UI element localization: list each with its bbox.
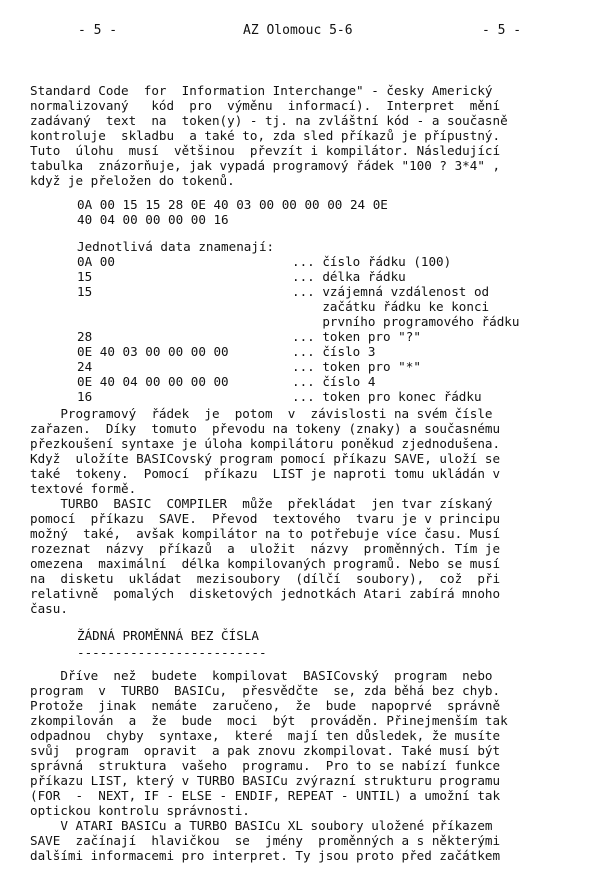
- table-code-cell: 24: [77, 359, 93, 374]
- paragraph-line: zadávaný text na token(y) - tj. na zvláštní kód - a současně: [30, 113, 508, 128]
- table-code-cell: 15: [77, 284, 93, 299]
- paragraph-line: tabulka znázorňuje, jak vypadá programový řádek "100 ? 3*4" ,: [30, 158, 501, 173]
- paragraph-line: Dříve než budete kompilovat BASICovský program nebo: [30, 668, 493, 683]
- paragraph-line: přezkoušení syntaxe je úloha kompilátoru poněkud zjednodušena.: [30, 436, 501, 451]
- table-desc-cell: ... číslo 3: [292, 344, 376, 359]
- paragraph-line: rozeznat názvy příkazů a uložit názvy proměnných. Tím je: [30, 541, 501, 556]
- paragraph-line: SAVE začínají hlavičkou se jmény proměnných a s některými: [30, 833, 501, 848]
- hex-dump-line: 0A 00 15 15 28 0E 40 03 00 00 00 00 24 0E: [77, 197, 388, 212]
- paragraph-line: na disketu ukládat mezisoubory (dílčí soubory), což při: [30, 571, 501, 586]
- paragraph-line: Standard Code for Information Interchange" - česky Americký: [30, 83, 493, 98]
- table-desc-cell: ... token pro konec řádku: [292, 389, 482, 404]
- paragraph-line: možný také, avšak kompilátor na to potřebuje více času. Musí: [30, 526, 501, 541]
- paragraph-line: normalizovaný kód pro výměnu informací). Interpret mění: [30, 98, 501, 113]
- paragraph-line: Protože jinak nemáte zaručeno, že bude napoprvé správně: [30, 698, 501, 713]
- paragraph-line: zkompilován a že bude moci být prováděn. Přinejmenším tak: [30, 713, 508, 728]
- table-desc-cell: ... token pro "*": [292, 359, 421, 374]
- paragraph-line: také tokeny. Pomocí příkazu LIST je naproti tomu ukládán v: [30, 466, 501, 481]
- table-code-cell: 0E 40 03 00 00 00 00: [77, 344, 229, 359]
- page-number-left: - 5 -: [78, 23, 118, 38]
- paragraph-line: správná struktura vašeho programu. Pro to se nabízí funkce: [30, 758, 501, 773]
- section-heading: ŽÁDNÁ PROMĚNNÁ BEZ ČÍSLA: [77, 628, 259, 643]
- paragraph-line: odpadnou chyby syntaxe, které mají ten důsledek, že musíte: [30, 728, 501, 743]
- table-desc-cell: prvního programového řádku: [292, 314, 520, 329]
- table-code-cell: 0E 40 04 00 00 00 00: [77, 374, 229, 389]
- table-desc-cell: začátku řádku ke konci: [292, 299, 490, 314]
- table-desc-cell: ... délka řádku: [292, 269, 406, 284]
- paragraph-line: pomocí příkazu SAVE. Převod textového tvaru je v principu: [30, 511, 501, 526]
- paragraph-line: optickou kontrolu správnosti.: [30, 803, 250, 818]
- paragraph-line: program v TURBO BASICu, přesvědčte se, zda běhá bez chyb.: [30, 683, 501, 698]
- table-code-cell: 16: [77, 389, 93, 404]
- table-desc-cell: ... token pro "?": [292, 329, 421, 344]
- paragraph-line: TURBO BASIC COMPILER může překládat jen tvar získaný: [30, 496, 493, 511]
- hex-dump-line: 40 04 00 00 00 00 16: [77, 212, 229, 227]
- page-number-right: - 5 -: [482, 23, 522, 38]
- paragraph-line: (FOR - NEXT, IF - ELSE - ENDIF, REPEAT - UNTIL) a umožní tak: [30, 788, 501, 803]
- paragraph-line: relativně pomalých disketových jednotkách Atari zabírá mnoho: [30, 586, 501, 601]
- running-title: AZ Olomouc 5-6: [243, 23, 353, 38]
- paragraph-line: omezena maximální délka kompilovaných programů. Nebo se musí: [30, 556, 501, 571]
- paragraph-line: V ATARI BASICu a TURBO BASICu XL soubory uložené příkazem: [30, 818, 493, 833]
- paragraph-line: času.: [30, 601, 68, 616]
- paragraph-line: kontroluje skladbu a také to, zda sled příkazů je přípustný.: [30, 128, 501, 143]
- paragraph-line: příkazu LIST, který v TURBO BASICu zvýrazní strukturu programu: [30, 773, 501, 788]
- table-code-cell: 15: [77, 269, 93, 284]
- paragraph-line: Programový řádek je potom v závislosti na svém čísle: [30, 406, 493, 421]
- table-code-cell: 0A 00: [77, 254, 115, 269]
- table-desc-cell: ... vzájemná vzdálenost od: [292, 284, 490, 299]
- paragraph-line: Když uložíte BASICovský program pomocí příkazu SAVE, uloží se: [30, 451, 501, 466]
- table-heading: Jednotlivá data znamenají:: [77, 239, 275, 254]
- table-code-cell: 28: [77, 329, 93, 344]
- paragraph-line: svůj program opravit a pak znovu zkompilovat. Také musí být: [30, 743, 501, 758]
- paragraph-line: zařazen. Díky tomuto převodu na tokeny (znaky) a současnému: [30, 421, 501, 436]
- section-underline: -------------------------: [77, 645, 267, 660]
- table-desc-cell: ... číslo 4: [292, 374, 376, 389]
- paragraph-line: textové formě.: [30, 481, 137, 496]
- paragraph-line: dalšími informacemi pro interpret. Ty jsou proto před začátkem: [30, 848, 501, 863]
- table-desc-cell: ... číslo řádku (100): [292, 254, 452, 269]
- paragraph-line: Tuto úlohu musí většinou převzít i kompilátor. Následující: [30, 143, 501, 158]
- paragraph-line: když je přeložen do tokenů.: [30, 173, 235, 188]
